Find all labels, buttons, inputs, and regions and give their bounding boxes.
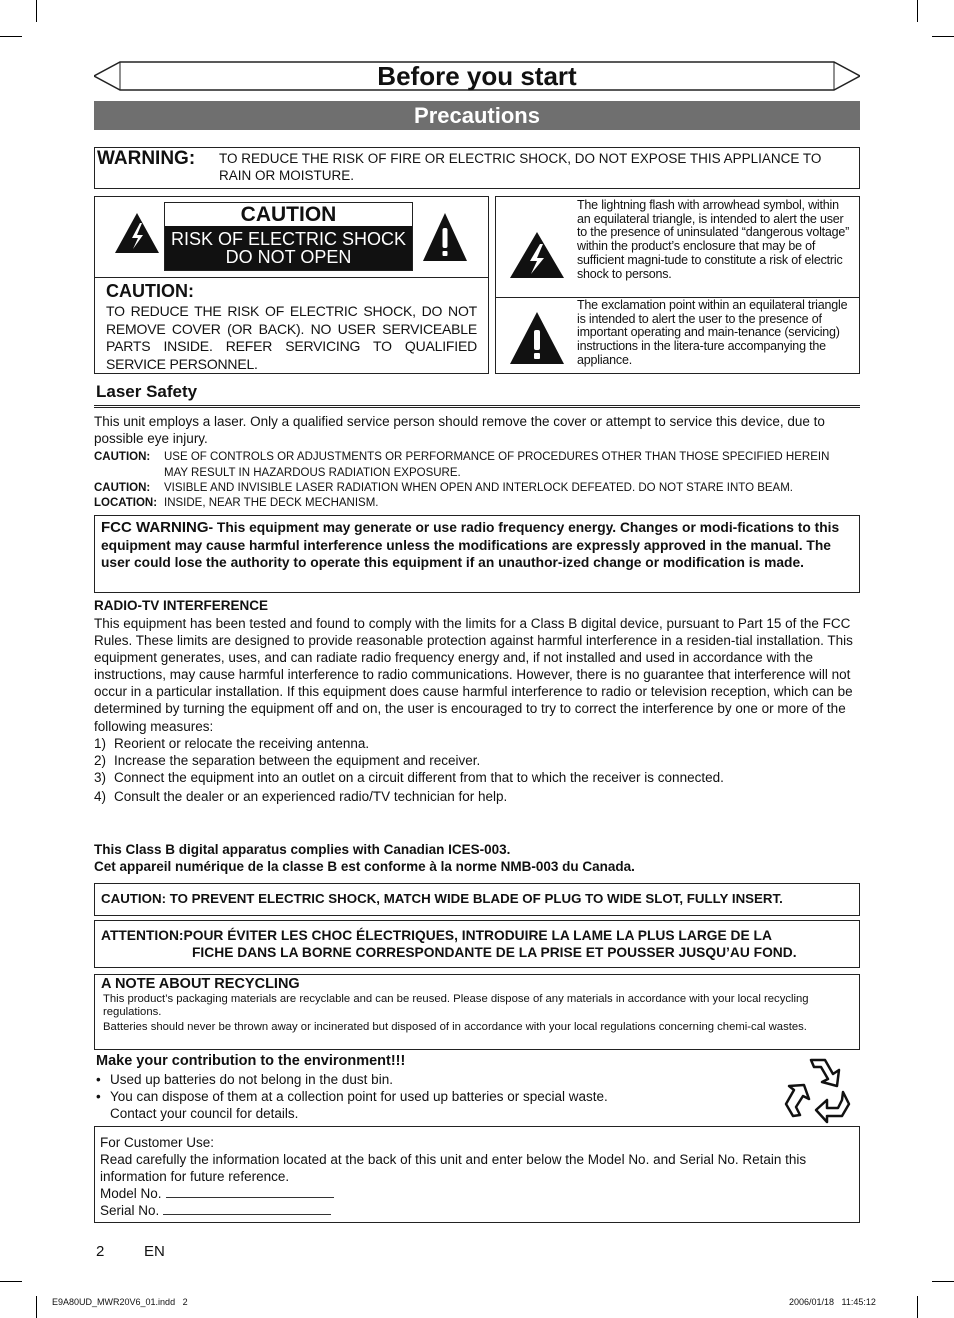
list-text: You can dispose of them at a collection point for used up batteries or special waste. <box>110 1089 608 1104</box>
row-text: USE OF CONTROLS OR ADJUSTMENTS OR PERFORMANCE OF PROCEDURES OTHER THAN THOSE SPECIFIED HEREIN MAY RESULT IN HAZARDOUS RADIATION EXPOSURE. <box>164 451 830 479</box>
model-no-label: Model No. <box>100 1186 162 1201</box>
crop-mark <box>917 1296 918 1318</box>
footer-timestamp: 2006/01/18 11:45:12 <box>789 1297 876 1307</box>
fcc-warning-text <box>101 519 849 572</box>
page-number: 2 <box>96 1243 105 1260</box>
list-text: Reorient or relocate the receiving antenna. <box>114 736 370 751</box>
exclamation-triangle-icon <box>421 211 469 265</box>
section-rule <box>94 405 860 408</box>
fcc-warning-body: - This equipment may generate or use radio frequency energy. Changes or modi-fications to this equipment may cause harmful interference unless the modifications are expressly approved in the manual. The user could lose the authority to operate this equipment if an unauthor-ized change or modification is made. <box>101 520 840 570</box>
caution-plate-line: DO NOT OPEN <box>225 247 352 267</box>
row-text: INSIDE, NEAR THE DECK MECHANISM. <box>164 497 379 509</box>
crop-mark <box>0 36 22 37</box>
customer-use-box <box>94 1126 860 1223</box>
caution-plate-line: RISK OF ELECTRIC SHOCK <box>170 229 407 249</box>
warning-box <box>94 147 860 189</box>
radio-tv-body: This equipment has been tested and found to comply with the limits for a Class B digital device, pursuant to Part 15 of the FCC Rules. These limits are designed to provide reasonable protection against harmful interference in a residen-tial installation. This equipment generates, uses, and can radiate radio frequency energy and, if not installed and used in accordance with the instructions, may cause harmful interference to radio communications. However, there is no guarantee that interference will not occur in a particular installation. If this equipment does cause harmful interference to radio or television reception, which can be determined by turning the equipment off and on, the user is encouraged to try to correct the interference by one or more of the following measures: <box>94 616 853 734</box>
list-text: Increase the separation between the equipment and receiver. <box>114 753 481 768</box>
warning-label: WARNING: <box>97 148 196 169</box>
fcc-warning-lead: FCC WARNING <box>101 519 209 536</box>
caution-text: TO REDUCE THE RISK OF ELECTRIC SHOCK, DO NOT REMOVE COVER (OR BACK). NO USER SERVICEABLE PARTS INSIDE. REFER SERVICING TO QUALIFIED SERVICE PERSONNEL. <box>106 303 477 372</box>
radio-tv-heading: RADIO-TV INTERFERENCE <box>94 598 269 613</box>
caution-plate <box>164 202 413 271</box>
row-label: LOCATION: <box>94 497 158 509</box>
plug-attention-line: FICHE DANS LA BORNE CORRESPONDANTE DE LA PRISE ET POUSSER JUSQU’AU FOND. <box>192 945 797 960</box>
warning-text: TO REDUCE THE RISK OF FIRE OR ELECTRIC SHOCK, DO NOT EXPOSE THIS APPLIANCE TO RAIN OR MOISTURE. <box>219 151 822 183</box>
laser-intro: This unit employs a laser. Only a qualified service person should remove the cover or attempt to service this device, due to possible eye injury. <box>94 414 825 446</box>
serial-no-blank[interactable] <box>163 1202 331 1215</box>
lightning-triangle-icon <box>508 230 566 280</box>
lightning-symbol-description: The lightning flash with arrowhead symbol, within an equilateral triangle, is intended to alert the user to the presence of uninsulated “dangerous voltage” within the product’s enclosure that may be of sufficient magni-tude to constitute a risk of electric shock to persons. <box>577 198 850 281</box>
symbols-explanation-box <box>495 196 860 374</box>
customer-instructions: Read carefully the information located at the back of this unit and enter below the Model No. and Serial No. Retain this information for future reference. <box>100 1152 807 1184</box>
caution-plate-title: CAUTION <box>240 203 337 226</box>
canada-compliance-fr: Cet appareil numérique de la classe B est conforme à la norme NMB-003 du Canada. <box>94 859 635 874</box>
title-banner <box>94 58 860 94</box>
laser-safety-heading: Laser Safety <box>96 382 198 401</box>
bullet: • <box>96 1072 101 1087</box>
model-no-blank[interactable] <box>166 1185 334 1198</box>
footer-filename: E9A80UD_MWR20V6_01.indd 2 <box>52 1297 188 1307</box>
model-no-field[interactable] <box>100 1185 852 1202</box>
crop-mark <box>36 1296 37 1318</box>
caution-plate-warning <box>165 226 412 270</box>
section-bar <box>94 101 860 130</box>
row-text: VISIBLE AND INVISIBLE LASER RADIATION WHEN OPEN AND INTERLOCK DEFEATED. DO NOT STARE INTO BEAM. <box>164 482 794 494</box>
caution-box <box>94 196 489 374</box>
list-text: Contact your council for details. <box>110 1106 299 1121</box>
lightning-triangle-icon <box>113 211 161 255</box>
crop-mark <box>917 0 918 22</box>
plug-attention-line: ATTENTION:POUR ÉVITER LES CHOC ÉLECTRIQUES, INTRODUIRE LA LAME LA PLUS LARGE DE LA <box>101 928 772 943</box>
crop-mark <box>0 1281 22 1282</box>
serial-no-field[interactable] <box>100 1202 852 1219</box>
plug-caution-text: CAUTION: TO PREVENT ELECTRIC SHOCK, MATCH WIDE BLADE OF PLUG TO WIDE SLOT, FULLY INSERT. <box>101 891 783 906</box>
list-text: Used up batteries do not belong in the dust bin. <box>110 1072 393 1087</box>
crop-mark <box>932 1281 954 1282</box>
caution-heading: CAUTION: <box>106 281 194 301</box>
section-title: Precautions <box>414 103 540 128</box>
list-text: Consult the dealer or an experienced radio/TV technician for help. <box>114 789 508 804</box>
crop-mark <box>932 36 954 37</box>
exclamation-triangle-icon <box>508 310 566 366</box>
bullet: • <box>96 1089 101 1104</box>
plug-attention-box <box>94 920 860 968</box>
list-number: 2) <box>94 753 107 768</box>
recycle-icon <box>781 1052 855 1124</box>
list-number: 3) <box>94 770 107 785</box>
crop-mark <box>36 0 37 22</box>
list-text: Connect the equipment into an outlet on a circuit different from that to which the receiver is connected. <box>114 770 724 785</box>
row-label: CAUTION: <box>94 482 151 494</box>
recycling-heading: A NOTE ABOUT RECYCLING <box>101 976 300 992</box>
row-label: CAUTION: <box>94 451 151 463</box>
page-title: Before you start <box>377 61 577 91</box>
page-language: EN <box>144 1243 165 1260</box>
recycling-paragraph: This product’s packaging materials are recyclable and can be reused. Please dispose of any materials in accordance with your local recycling regulations. <box>103 993 809 1018</box>
customer-use-text <box>100 1134 852 1219</box>
customer-heading: For Customer Use: <box>100 1135 215 1150</box>
plug-caution-box <box>94 883 860 916</box>
canada-compliance-en: This Class B digital apparatus complies with Canadian ICES-003. <box>94 842 511 857</box>
recycling-note-box <box>94 974 860 1050</box>
list-number: 1) <box>94 736 107 751</box>
divider <box>95 277 488 278</box>
serial-no-label: Serial No. <box>100 1203 160 1218</box>
list-number: 4) <box>94 789 107 804</box>
environment-heading: Make your contribution to the environment!!! <box>96 1053 406 1069</box>
exclamation-symbol-description: The exclamation point within an equilateral triangle is intended to alert the user to the presence of important operating and main-tenance (servicing) instructions in the litera-ture accompanying the appliance. <box>577 298 848 367</box>
fcc-warning-box <box>94 515 860 593</box>
recycling-paragraph: Batteries should never be thrown away or incinerated but disposed of in accordance with your local regulations concerning chemi-cal wastes. <box>103 1021 807 1033</box>
